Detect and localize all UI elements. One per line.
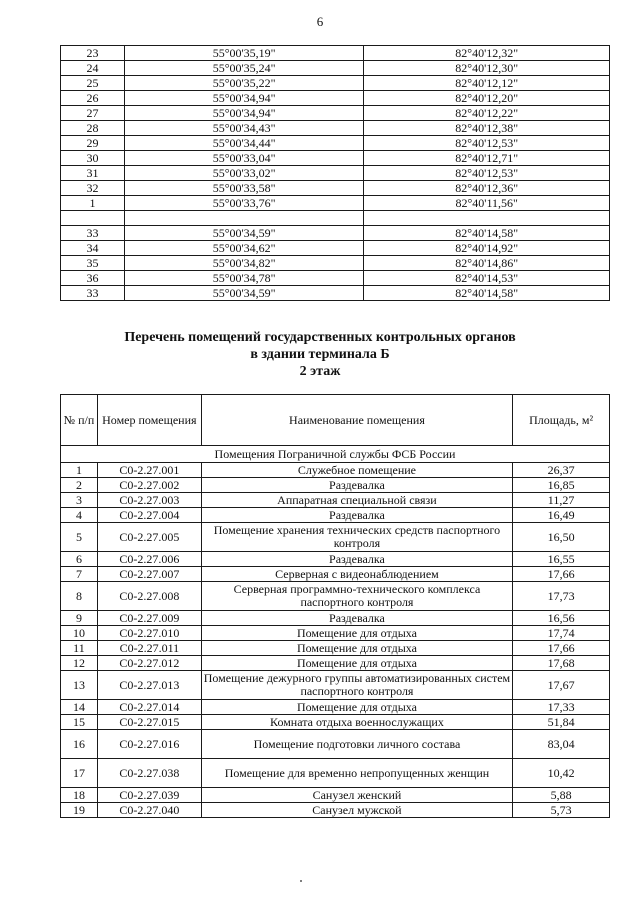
room-area: 17,74 <box>513 626 610 641</box>
point-number: 35 <box>61 256 125 271</box>
latitude-cell: 55°00'34,44" <box>124 136 364 151</box>
longitude-cell: 82°40'14,58" <box>364 286 610 301</box>
room-name: Раздевалка <box>201 611 512 626</box>
longitude-cell: 82°40'12,53" <box>364 136 610 151</box>
room-code: С0-2.27.038 <box>97 759 201 788</box>
point-number: 27 <box>61 106 125 121</box>
rooms-table-body <box>61 446 610 818</box>
room-code: С0-2.27.003 <box>97 493 201 508</box>
latitude-cell: 55°00'33,58" <box>124 181 364 196</box>
latitude-cell: 55°00'34,43" <box>124 121 364 136</box>
room-code: С0-2.27.011 <box>97 641 201 656</box>
room-name: Санузел женский <box>201 788 512 803</box>
coordinate-row <box>61 166 610 181</box>
row-number: 1 <box>61 463 98 478</box>
longitude-cell: 82°40'14,53" <box>364 271 610 286</box>
latitude-cell: 55°00'34,94" <box>124 106 364 121</box>
latitude-cell: 55°00'35,19" <box>124 46 364 61</box>
table-row <box>61 700 610 715</box>
latitude-cell: 55°00'35,22" <box>124 76 364 91</box>
table-row <box>61 641 610 656</box>
coordinate-row <box>61 151 610 166</box>
point-number <box>61 211 125 226</box>
room-code: С0-2.27.004 <box>97 508 201 523</box>
coordinate-row <box>61 286 610 301</box>
room-area: 83,04 <box>513 730 610 759</box>
table-row <box>61 508 610 523</box>
room-area: 16,56 <box>513 611 610 626</box>
room-name: Раздевалка <box>201 508 512 523</box>
room-code: С0-2.27.002 <box>97 478 201 493</box>
longitude-cell: 82°40'14,58" <box>364 226 610 241</box>
table-row <box>61 656 610 671</box>
coordinates-table-body <box>61 46 610 301</box>
point-number: 36 <box>61 271 125 286</box>
latitude-cell <box>124 211 364 226</box>
rooms-table-header-row <box>61 395 610 446</box>
coordinate-row <box>61 241 610 256</box>
coordinate-row <box>61 121 610 136</box>
coordinate-row <box>61 196 610 211</box>
coordinate-row <box>61 181 610 196</box>
room-area: 5,88 <box>513 788 610 803</box>
longitude-cell: 82°40'12,38" <box>364 121 610 136</box>
point-number: 30 <box>61 151 125 166</box>
section-row <box>61 446 610 463</box>
room-code: С0-2.27.014 <box>97 700 201 715</box>
room-code: С0-2.27.009 <box>97 611 201 626</box>
table-row <box>61 803 610 818</box>
table-row <box>61 671 610 700</box>
row-number: 2 <box>61 478 98 493</box>
longitude-cell: 82°40'12,20" <box>364 91 610 106</box>
room-code: С0-2.27.010 <box>97 626 201 641</box>
table-row <box>61 582 610 611</box>
row-number: 9 <box>61 611 98 626</box>
room-area: 17,67 <box>513 671 610 700</box>
room-name: Раздевалка <box>201 478 512 493</box>
table-row <box>61 626 610 641</box>
table-row <box>61 567 610 582</box>
header-room-number: Номер помещения <box>97 395 201 446</box>
row-number: 3 <box>61 493 98 508</box>
point-number: 32 <box>61 181 125 196</box>
room-name: Помещение для отдыха <box>201 641 512 656</box>
point-number: 33 <box>61 226 125 241</box>
longitude-cell: 82°40'12,53" <box>364 166 610 181</box>
stray-mark <box>300 880 302 882</box>
room-code: С0-2.27.040 <box>97 803 201 818</box>
header-num: № п/п <box>61 395 98 446</box>
room-name: Помещение для отдыха <box>201 626 512 641</box>
coordinate-row <box>61 211 610 226</box>
header-area: Площадь, м² <box>513 395 610 446</box>
row-number: 12 <box>61 656 98 671</box>
point-number: 24 <box>61 61 125 76</box>
row-number: 8 <box>61 582 98 611</box>
coordinate-row <box>61 91 610 106</box>
row-number: 15 <box>61 715 98 730</box>
longitude-cell: 82°40'12,22" <box>364 106 610 121</box>
room-name: Служебное помещение <box>201 463 512 478</box>
row-number: 19 <box>61 803 98 818</box>
latitude-cell: 55°00'34,94" <box>124 91 364 106</box>
room-area: 16,85 <box>513 478 610 493</box>
table-row <box>61 478 610 493</box>
longitude-cell: 82°40'14,86" <box>364 256 610 271</box>
longitude-cell: 82°40'12,32" <box>364 46 610 61</box>
room-area: 17,68 <box>513 656 610 671</box>
table-row <box>61 463 610 478</box>
table-row <box>61 493 610 508</box>
room-area: 16,50 <box>513 523 610 552</box>
table-row <box>61 730 610 759</box>
point-number: 26 <box>61 91 125 106</box>
latitude-cell: 55°00'34,59" <box>124 226 364 241</box>
longitude-cell <box>364 211 610 226</box>
table-row <box>61 523 610 552</box>
room-name: Комната отдыха военнослужащих <box>201 715 512 730</box>
latitude-cell: 55°00'33,02" <box>124 166 364 181</box>
room-area: 10,42 <box>513 759 610 788</box>
row-number: 16 <box>61 730 98 759</box>
room-code: С0-2.27.013 <box>97 671 201 700</box>
room-area: 5,73 <box>513 803 610 818</box>
longitude-cell: 82°40'14,92" <box>364 241 610 256</box>
room-name: Помещение хранения технических средств паспортного контроля <box>201 523 512 552</box>
coordinate-row <box>61 226 610 241</box>
room-code: С0-2.27.016 <box>97 730 201 759</box>
list-heading-line-2: в здании терминала Б <box>250 347 390 362</box>
room-area: 11,27 <box>513 493 610 508</box>
point-number: 25 <box>61 76 125 91</box>
room-area: 17,33 <box>513 700 610 715</box>
coordinate-row <box>61 76 610 91</box>
section-title: Помещения Пограничной службы ФСБ России <box>61 446 610 463</box>
room-name: Помещение дежурного группы автоматизированных систем паспортного контроля <box>201 671 512 700</box>
room-code: С0-2.27.001 <box>97 463 201 478</box>
point-number: 29 <box>61 136 125 151</box>
coordinate-row <box>61 271 610 286</box>
longitude-cell: 82°40'12,12" <box>364 76 610 91</box>
latitude-cell: 55°00'34,78" <box>124 271 364 286</box>
longitude-cell: 82°40'12,71" <box>364 151 610 166</box>
room-code: С0-2.27.005 <box>97 523 201 552</box>
point-number: 33 <box>61 286 125 301</box>
room-code: С0-2.27.012 <box>97 656 201 671</box>
room-area: 16,55 <box>513 552 610 567</box>
room-name: Помещение подготовки личного состава <box>201 730 512 759</box>
room-area: 26,37 <box>513 463 610 478</box>
longitude-cell: 82°40'12,36" <box>364 181 610 196</box>
room-code: С0-2.27.007 <box>97 567 201 582</box>
latitude-cell: 55°00'34,62" <box>124 241 364 256</box>
latitude-cell: 55°00'33,76" <box>124 196 364 211</box>
table-row <box>61 788 610 803</box>
table-row <box>61 759 610 788</box>
room-area: 17,66 <box>513 567 610 582</box>
row-number: 4 <box>61 508 98 523</box>
rooms-table <box>60 394 610 818</box>
room-name: Серверная программно-технического комплекса паспортного контроля <box>201 582 512 611</box>
coordinate-row <box>61 61 610 76</box>
point-number: 31 <box>61 166 125 181</box>
page-number: 6 <box>316 14 324 29</box>
coordinate-row <box>61 46 610 61</box>
room-code: С0-2.27.015 <box>97 715 201 730</box>
room-name: Раздевалка <box>201 552 512 567</box>
table-row <box>61 552 610 567</box>
row-number: 6 <box>61 552 98 567</box>
table-row <box>61 715 610 730</box>
row-number: 5 <box>61 523 98 552</box>
room-code: С0-2.27.039 <box>97 788 201 803</box>
latitude-cell: 55°00'34,82" <box>124 256 364 271</box>
room-area: 16,49 <box>513 508 610 523</box>
room-code: С0-2.27.006 <box>97 552 201 567</box>
coordinate-row <box>61 106 610 121</box>
room-name: Аппаратная специальной связи <box>201 493 512 508</box>
point-number: 28 <box>61 121 125 136</box>
longitude-cell: 82°40'11,56" <box>364 196 610 211</box>
row-number: 18 <box>61 788 98 803</box>
latitude-cell: 55°00'34,59" <box>124 286 364 301</box>
row-number: 7 <box>61 567 98 582</box>
longitude-cell: 82°40'12,30" <box>364 61 610 76</box>
point-number: 23 <box>61 46 125 61</box>
row-number: 13 <box>61 671 98 700</box>
room-area: 17,66 <box>513 641 610 656</box>
row-number: 11 <box>61 641 98 656</box>
row-number: 17 <box>61 759 98 788</box>
row-number: 14 <box>61 700 98 715</box>
latitude-cell: 55°00'35,24" <box>124 61 364 76</box>
latitude-cell: 55°00'33,04" <box>124 151 364 166</box>
list-heading-floor: 2 этаж <box>299 364 341 379</box>
list-heading-line-1: Перечень помещений государственных контрольных органов <box>124 330 516 345</box>
table-row <box>61 611 610 626</box>
room-area: 51,84 <box>513 715 610 730</box>
room-code: С0-2.27.008 <box>97 582 201 611</box>
point-number: 34 <box>61 241 125 256</box>
coordinates-table <box>60 45 610 301</box>
row-number: 10 <box>61 626 98 641</box>
room-name: Серверная с видеонаблюдением <box>201 567 512 582</box>
room-name: Помещение для временно непропущенных женщин <box>201 759 512 788</box>
coordinate-row <box>61 256 610 271</box>
point-number: 1 <box>61 196 125 211</box>
room-area: 17,73 <box>513 582 610 611</box>
coordinate-row <box>61 136 610 151</box>
header-room-name: Наименование помещения <box>201 395 512 446</box>
room-name: Помещение для отдыха <box>201 700 512 715</box>
room-name: Помещение для отдыха <box>201 656 512 671</box>
room-name: Санузел мужской <box>201 803 512 818</box>
